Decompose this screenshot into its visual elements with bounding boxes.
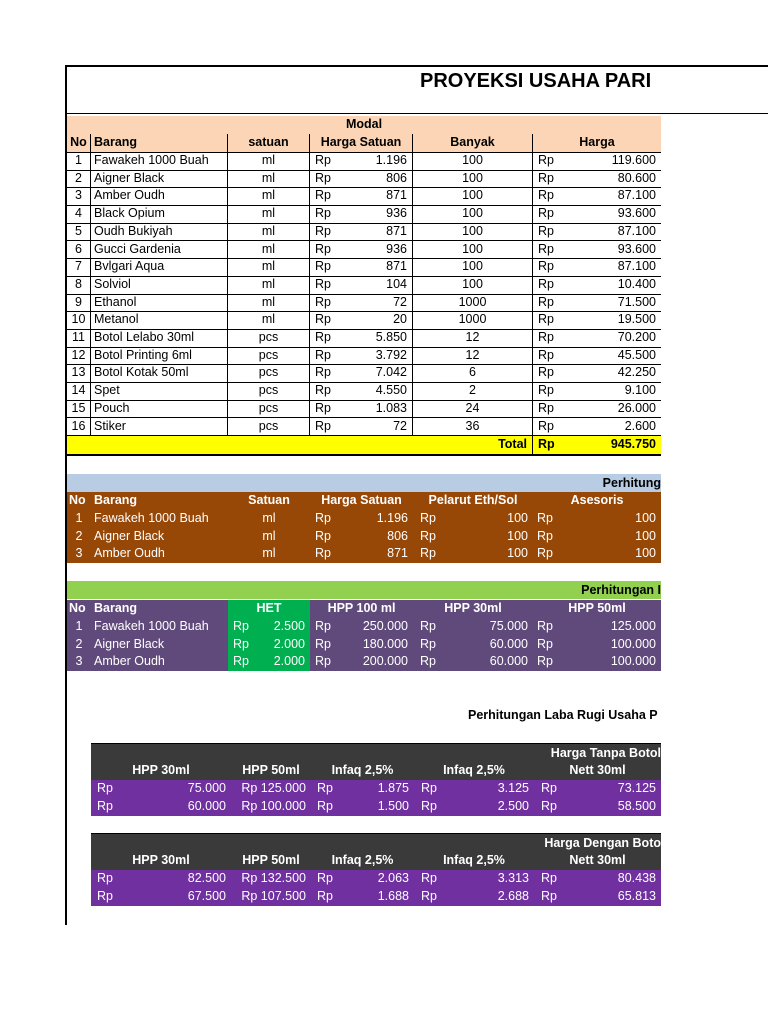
table-row — [67, 152, 661, 171]
row-harga-satuan: 1.083 — [350, 400, 413, 418]
row-infaq1: 1.500 — [377, 799, 409, 813]
row-rp: Rp — [420, 546, 436, 561]
row-rp: Rp — [228, 653, 258, 671]
row-rp: Rp — [315, 654, 331, 669]
row-rp: Rp — [537, 546, 553, 561]
row-hpp50: Rp 125.000 — [241, 781, 306, 795]
row-rp: Rp — [538, 153, 554, 167]
row-rp: Rp — [315, 188, 331, 203]
row-barang: Fawakeh 1000 Buah — [94, 511, 209, 525]
row-barang: Aigner Black — [94, 636, 165, 651]
row-harga-satuan: 4.550 — [350, 382, 413, 400]
row-nett30: 58.500 — [617, 799, 656, 813]
row-harga-satuan: 3.792 — [350, 347, 413, 365]
row-satuan: ml — [228, 152, 310, 170]
tb-header-nett30: Nett 30ml — [569, 763, 626, 777]
row-pelarut: 100 — [507, 511, 528, 525]
row-rp: Rp — [537, 636, 553, 651]
row-satuan: ml — [228, 241, 310, 259]
row-hpp30: 82.500 — [187, 871, 226, 885]
table-row — [91, 780, 661, 798]
row-banyak: 12 — [413, 329, 533, 347]
row-infaq1: 2.063 — [377, 871, 409, 885]
row-banyak: 1000 — [413, 294, 533, 312]
modal-section-label: Modal — [345, 117, 383, 131]
table-row — [67, 510, 661, 528]
row-harga: 119.600 — [611, 153, 656, 167]
row-rp: Rp — [315, 276, 331, 291]
row-rp: Rp — [315, 511, 331, 525]
row-no: 3 — [75, 546, 83, 561]
row-infaq2: 2.688 — [497, 889, 529, 903]
row-het: 2.000 — [258, 636, 310, 654]
table-row — [67, 205, 661, 224]
row-rp: Rp — [538, 418, 554, 433]
row-infaq1: 1.688 — [377, 889, 409, 903]
perhitungan2-label: Perhitungan I — [581, 583, 661, 597]
db-header-hpp30: HPP 30ml — [132, 853, 190, 867]
row-no: 3 — [75, 654, 83, 669]
row-barang: Botol Kotak 50ml — [91, 364, 228, 382]
row-harga: 2.600 — [624, 418, 656, 433]
row-rp: Rp — [420, 528, 436, 543]
tb-header-infaq2: Infaq 2,5% — [443, 763, 505, 777]
header-harga-satuan: Harga Satuan — [310, 134, 413, 152]
table-row — [67, 400, 661, 419]
header-satuan: satuan — [228, 134, 310, 152]
table-row — [67, 241, 661, 260]
row-no: 7 — [67, 258, 91, 276]
row-harga: 80.600 — [617, 170, 656, 185]
row-rp: Rp — [315, 383, 331, 398]
row-harga-satuan: 871 — [350, 187, 413, 205]
row-rp: Rp — [97, 871, 113, 885]
row-harga-satuan: 1.196 — [376, 511, 408, 525]
row-barang: Spet — [91, 382, 228, 400]
row-hpp30: 75.000 — [187, 781, 226, 795]
table-row — [67, 418, 661, 437]
row-rp: Rp — [228, 636, 258, 654]
row-rp: Rp — [97, 799, 113, 813]
table-row — [91, 870, 661, 888]
row-satuan: pcs — [228, 418, 310, 436]
row-no: 1 — [67, 152, 91, 170]
row-banyak: 100 — [413, 258, 533, 276]
db-header-nett30: Nett 30ml — [569, 853, 626, 867]
row-harga-satuan: 871 — [387, 546, 408, 561]
row-barang: Botol Lelabo 30ml — [91, 329, 228, 347]
row-harga: 87.100 — [617, 259, 656, 274]
row-rp: Rp — [315, 241, 331, 256]
row-harga: 87.100 — [617, 223, 656, 238]
row-hpp50: 100.000 — [610, 654, 656, 669]
row-rp: Rp — [315, 206, 331, 221]
row-rp: Rp — [421, 799, 437, 813]
row-banyak: 100 — [413, 187, 533, 205]
row-banyak: 100 — [413, 205, 533, 223]
row-barang: Solviol — [91, 276, 228, 294]
row-rp: Rp — [421, 889, 437, 903]
row-harga: 26.000 — [617, 400, 656, 415]
total-rp: Rp — [538, 437, 555, 451]
row-no: 8 — [67, 276, 91, 294]
table-row — [67, 347, 661, 366]
row-rp: Rp — [315, 619, 331, 633]
row-harga-satuan: 5.850 — [350, 329, 413, 347]
row-nett30: 65.813 — [617, 889, 656, 903]
table-row — [67, 311, 661, 330]
db-header-infaq1: Infaq 2,5% — [331, 853, 394, 867]
p1-header-harga-satuan: Harga Satuan — [321, 493, 402, 507]
page-title: PROYEKSI USAHA PARI — [420, 70, 652, 92]
table-row — [67, 294, 661, 313]
row-rp: Rp — [537, 528, 553, 543]
row-rp: Rp — [315, 312, 331, 327]
row-hpp50: 100.000 — [610, 636, 656, 651]
row-rp: Rp — [421, 781, 437, 795]
row-satuan: ml — [228, 187, 310, 205]
p1-header-asesoris: Asesoris — [570, 493, 624, 507]
row-no: 15 — [67, 400, 91, 418]
row-satuan: pcs — [228, 364, 310, 382]
row-rp: Rp — [541, 799, 557, 813]
row-harga: 9.100 — [624, 383, 656, 398]
row-rp: Rp — [315, 330, 331, 344]
row-satuan: ml — [262, 511, 276, 525]
row-rp: Rp — [538, 330, 554, 344]
perhitungan2-headers — [67, 600, 661, 618]
row-harga-satuan: 104 — [350, 276, 413, 294]
row-banyak: 6 — [413, 364, 533, 382]
row-rp: Rp — [538, 400, 554, 415]
row-no: 16 — [67, 418, 91, 436]
row-het: 2.500 — [258, 618, 310, 636]
p1-header-barang: Barang — [94, 493, 138, 507]
row-satuan: ml — [262, 528, 276, 543]
row-rp: Rp — [315, 528, 331, 543]
row-harga: 45.500 — [617, 347, 656, 362]
row-banyak: 100 — [413, 170, 533, 188]
row-satuan: ml — [228, 294, 310, 312]
row-rp: Rp — [538, 312, 554, 327]
row-barang: Amber Oudh — [91, 187, 228, 205]
perhitungan1-label: Perhitung — [602, 476, 661, 490]
table-row — [67, 653, 661, 671]
row-rp: Rp — [315, 400, 331, 415]
row-barang: Pouch — [91, 400, 228, 418]
table-row — [91, 888, 661, 906]
row-rp: Rp — [538, 294, 554, 309]
row-banyak: 2 — [413, 382, 533, 400]
row-banyak: 100 — [413, 152, 533, 170]
row-satuan: pcs — [228, 382, 310, 400]
row-rp: Rp — [421, 871, 437, 885]
row-rp: Rp — [228, 618, 258, 636]
table-row — [67, 187, 661, 206]
tb-header-hpp30: HPP 30ml — [132, 763, 190, 777]
modal-section-header — [67, 116, 661, 135]
row-nett30: 73.125 — [617, 781, 656, 795]
table-row — [67, 382, 661, 401]
row-rp: Rp — [538, 383, 554, 398]
row-asesoris: 100 — [635, 511, 656, 525]
row-rp: Rp — [315, 170, 331, 185]
row-rp: Rp — [315, 546, 331, 561]
row-banyak: 12 — [413, 347, 533, 365]
row-barang: Fawakeh 1000 Buah — [94, 619, 209, 633]
row-no: 14 — [67, 382, 91, 400]
row-hpp30: 60.000 — [489, 654, 528, 669]
row-banyak: 1000 — [413, 311, 533, 329]
row-barang: Gucci Gardenia — [91, 241, 228, 259]
row-banyak: 100 — [413, 276, 533, 294]
p1-header-satuan: Satuan — [248, 493, 290, 507]
row-no: 12 — [67, 347, 91, 365]
row-rp: Rp — [538, 241, 554, 256]
row-rp: Rp — [538, 188, 554, 203]
row-barang: Amber Oudh — [94, 546, 165, 561]
row-hpp50: 125.000 — [610, 619, 656, 633]
row-rp: Rp — [315, 347, 331, 362]
row-banyak: 100 — [413, 241, 533, 259]
row-rp: Rp — [97, 781, 113, 795]
header-barang: Barang — [91, 134, 228, 152]
row-satuan: ml — [262, 546, 276, 561]
table-row — [67, 364, 661, 383]
row-barang: Aigner Black — [94, 528, 165, 543]
header-harga: Harga — [579, 135, 615, 149]
row-harga-satuan: 871 — [350, 258, 413, 276]
row-no: 1 — [75, 619, 83, 633]
row-harga: 71.500 — [617, 294, 656, 309]
row-rp: Rp — [541, 871, 557, 885]
p1-header-pelarut: Pelarut Eth/Sol — [428, 493, 518, 507]
row-hpp100: 250.000 — [362, 619, 408, 633]
tanpa-botol-headers — [91, 762, 661, 780]
row-no: 2 — [67, 170, 91, 188]
tb-header-infaq1: Infaq 2,5% — [331, 763, 394, 777]
row-hpp100: 200.000 — [362, 654, 408, 669]
row-rp: Rp — [537, 654, 553, 669]
row-no: 10 — [67, 311, 91, 329]
row-satuan: pcs — [228, 347, 310, 365]
row-rp: Rp — [537, 511, 553, 525]
row-rp: Rp — [420, 636, 436, 651]
p2-header-het: HET — [228, 600, 310, 618]
row-rp: Rp — [538, 347, 554, 362]
row-harga-satuan: 7.042 — [350, 364, 413, 382]
row-harga-satuan: 20 — [350, 311, 413, 329]
row-barang: Metanol — [91, 311, 228, 329]
row-banyak: 24 — [413, 400, 533, 418]
row-harga: 93.600 — [617, 206, 656, 221]
row-hpp30: 60.000 — [489, 636, 528, 651]
row-infaq2: 3.125 — [497, 781, 529, 795]
row-rp: Rp — [420, 654, 436, 669]
row-satuan: ml — [228, 276, 310, 294]
dengan-botol-label: Harga Dengan Boto — [544, 836, 661, 850]
row-no: 4 — [67, 205, 91, 223]
table-row — [67, 276, 661, 295]
row-rp: Rp — [317, 799, 333, 813]
row-harga: 42.250 — [617, 365, 656, 380]
modal-column-headers — [67, 134, 661, 153]
row-no: 5 — [67, 223, 91, 241]
p2-header-barang: Barang — [94, 601, 138, 615]
row-hpp30: 75.000 — [489, 619, 528, 633]
row-harga: 70.200 — [617, 330, 656, 344]
perhitungan1-band — [67, 474, 661, 492]
header-banyak: Banyak — [413, 134, 533, 152]
row-rp: Rp — [315, 223, 331, 238]
row-no: 6 — [67, 241, 91, 259]
row-no: 11 — [67, 329, 91, 347]
row-harga-satuan: 806 — [350, 170, 413, 188]
row-hpp30: 60.000 — [187, 799, 226, 813]
row-harga-satuan: 72 — [350, 418, 413, 436]
row-asesoris: 100 — [635, 546, 656, 561]
row-no: 13 — [67, 364, 91, 382]
row-harga: 19.500 — [617, 312, 656, 327]
table-row — [67, 258, 661, 277]
row-harga-satuan: 1.196 — [350, 152, 413, 170]
row-rp: Rp — [538, 276, 554, 291]
row-infaq1: 1.875 — [377, 781, 409, 795]
row-harga-satuan: 871 — [350, 223, 413, 241]
row-satuan: pcs — [228, 329, 310, 347]
frame-top-border — [65, 65, 768, 67]
table-row — [67, 636, 661, 654]
row-banyak: 100 — [413, 223, 533, 241]
row-no: 2 — [75, 528, 83, 543]
p2-header-hpp100: HPP 100 ml — [327, 601, 396, 615]
row-rp: Rp — [317, 781, 333, 795]
modal-total-row — [67, 436, 661, 456]
table-row — [67, 329, 661, 348]
total-value: 945.750 — [610, 437, 656, 451]
row-barang: Aigner Black — [91, 170, 228, 188]
row-hpp30: 67.500 — [187, 889, 226, 903]
row-rp: Rp — [315, 259, 331, 274]
tb-header-hpp50: HPP 50ml — [242, 763, 300, 777]
row-banyak: 36 — [413, 418, 533, 436]
row-asesoris: 100 — [635, 528, 656, 543]
dengan-botol-headers — [91, 852, 661, 870]
row-rp: Rp — [315, 153, 331, 167]
row-barang: Black Opium — [91, 205, 228, 223]
dengan-botol-band — [91, 833, 661, 852]
row-barang: Bvlgari Aqua — [91, 258, 228, 276]
row-barang: Botol Printing 6ml — [91, 347, 228, 365]
row-pelarut: 100 — [507, 528, 528, 543]
title-divider — [65, 113, 768, 114]
row-no: 1 — [75, 511, 83, 525]
row-rp: Rp — [315, 636, 331, 651]
row-satuan: ml — [228, 170, 310, 188]
row-barang: Ethanol — [91, 294, 228, 312]
row-rp: Rp — [420, 619, 436, 633]
row-het: 2.000 — [258, 653, 310, 671]
row-rp: Rp — [538, 170, 554, 185]
row-rp: Rp — [97, 889, 113, 903]
row-satuan: ml — [228, 205, 310, 223]
table-row — [67, 170, 661, 189]
table-row — [91, 798, 661, 816]
row-barang: Amber Oudh — [94, 654, 165, 669]
row-harga: 93.600 — [617, 241, 656, 256]
tanpa-botol-band — [91, 743, 661, 762]
row-barang: Fawakeh 1000 Buah — [91, 152, 228, 170]
row-satuan: ml — [228, 258, 310, 276]
row-rp: Rp — [541, 781, 557, 795]
row-rp: Rp — [315, 294, 331, 309]
row-rp: Rp — [538, 223, 554, 238]
row-no: 3 — [67, 187, 91, 205]
row-harga-satuan: 806 — [387, 528, 408, 543]
table-row — [67, 528, 661, 546]
p2-header-hpp30: HPP 30ml — [444, 601, 502, 615]
p1-header-no: No — [69, 493, 86, 507]
row-hpp50: Rp 100.000 — [241, 799, 306, 813]
row-hpp50: Rp 107.500 — [241, 889, 306, 903]
row-rp: Rp — [317, 889, 333, 903]
row-rp: Rp — [537, 619, 553, 633]
perhitungan2-band — [67, 581, 661, 599]
laba-rugi-title: Perhitungan Laba Rugi Usaha P — [468, 708, 658, 722]
row-rp: Rp — [538, 259, 554, 274]
row-rp: Rp — [541, 889, 557, 903]
row-harga-satuan: 72 — [350, 294, 413, 312]
row-harga-satuan: 936 — [350, 241, 413, 259]
row-nett30: 80.438 — [617, 871, 656, 885]
row-satuan: pcs — [228, 400, 310, 418]
total-label: Total — [67, 436, 533, 454]
row-infaq2: 3.313 — [497, 871, 529, 885]
row-barang: Oudh Bukiyah — [91, 223, 228, 241]
p2-header-hpp50: HPP 50ml — [568, 601, 626, 615]
row-barang: Stiker — [91, 418, 228, 436]
row-satuan: ml — [228, 311, 310, 329]
table-row — [67, 545, 661, 563]
row-no: 9 — [67, 294, 91, 312]
db-header-hpp50: HPP 50ml — [242, 853, 300, 867]
row-pelarut: 100 — [507, 546, 528, 561]
row-rp: Rp — [420, 511, 436, 525]
row-rp: Rp — [538, 206, 554, 221]
row-rp: Rp — [538, 365, 554, 380]
row-satuan: ml — [228, 223, 310, 241]
header-no: No — [67, 134, 91, 152]
row-infaq2: 2.500 — [497, 799, 529, 813]
row-hpp100: 180.000 — [362, 636, 408, 651]
row-rp: Rp — [315, 418, 331, 433]
tanpa-botol-label: Harga Tanpa Botol — [550, 746, 661, 760]
table-row — [67, 223, 661, 242]
row-harga: 87.100 — [617, 188, 656, 203]
row-hpp50: Rp 132.500 — [241, 871, 306, 885]
row-harga: 10.400 — [617, 276, 656, 291]
table-row — [67, 618, 661, 636]
row-no: 2 — [75, 636, 83, 651]
db-header-infaq2: Infaq 2,5% — [443, 853, 505, 867]
row-rp: Rp — [315, 365, 331, 380]
row-rp: Rp — [317, 871, 333, 885]
row-harga-satuan: 936 — [350, 205, 413, 223]
p2-header-no: No — [69, 601, 86, 615]
perhitungan1-headers — [67, 492, 661, 510]
